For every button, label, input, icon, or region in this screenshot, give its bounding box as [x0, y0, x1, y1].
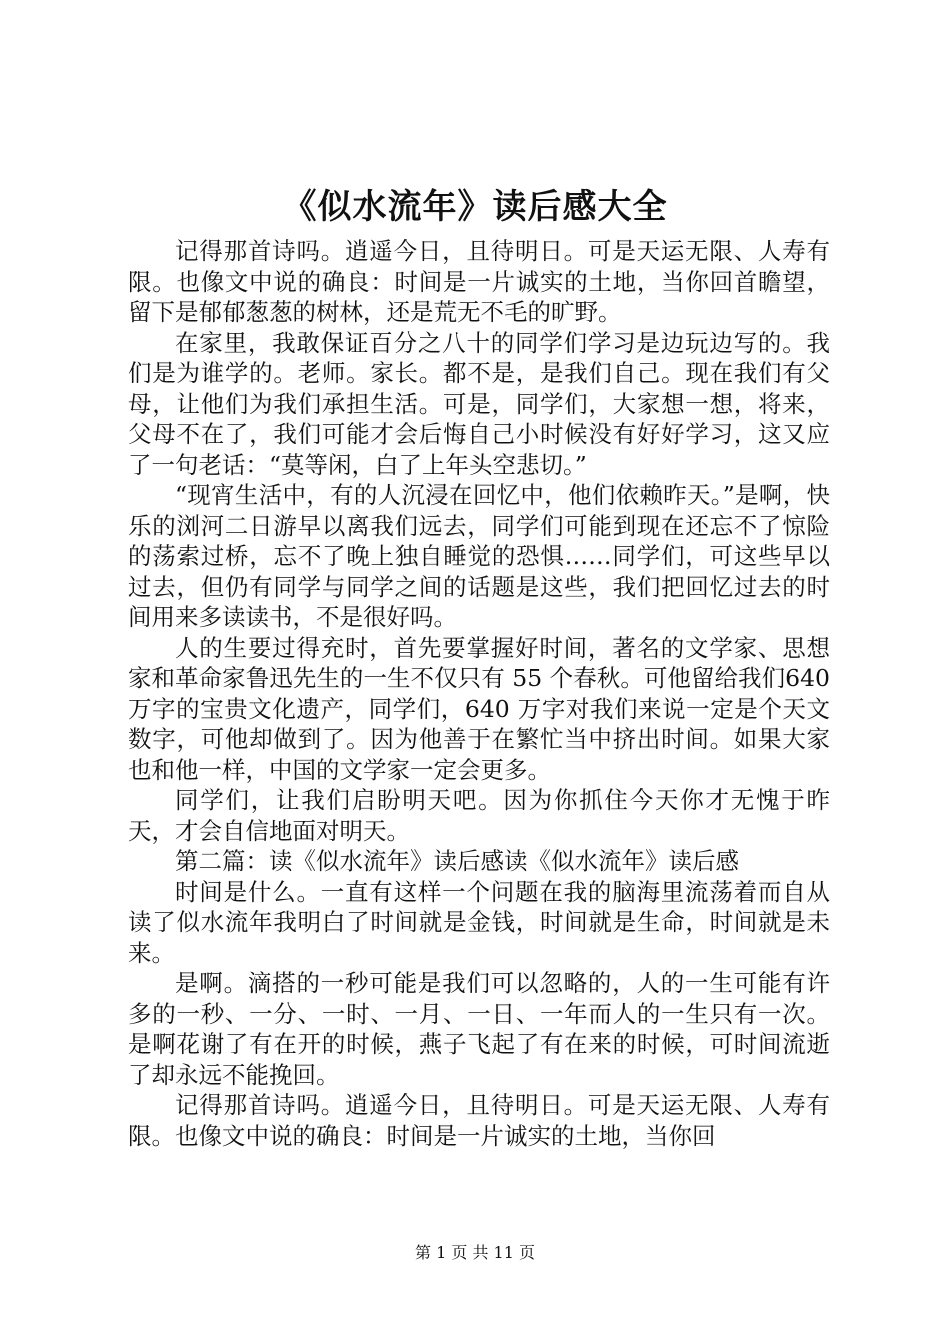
paragraph: 时间是什么。一直有这样一个问题在我的脑海里流荡着而自从读了似水流年我明白了时间就是金钱，时间就是生命，时间就是未来。 — [128, 877, 830, 967]
paragraph: 人的生要过得充时，首先要掌握好时间，著名的文学家、思想家和革命家鲁迅先生的一生不仅只有 55 个春秋。可他留给我们640 万字的宝贵文化遗产，同学们，640 万字对我们来说一定是个天文数字，可他却做到了。因为他善于在繁忙当中挤出时间。如果大家也和他一样，中国的文学家一定会更多。 — [128, 633, 830, 784]
document-title: 《似水流年》读后感大全 — [282, 187, 668, 227]
paragraph: “现宵生活中，有的人沉浸在回忆中，他们依赖昨天。”是啊，快乐的浏河二日游早以离我们远去，同学们可能到现在还忘不了惊险的荡索过桥，忘不了晚上独自睡觉的恐惧……同学们，可这些早以过去，但仍有同学与同学之间的话题是这些，我们把回忆过去的时间用来多读读书，不是很好吗。 — [128, 481, 830, 631]
paragraph: 记得那首诗吗。逍遥今日，且待明日。可是天运无限、人寿有限。也像文中说的确良：时间是一片诚实的土地，当你回首瞻望，留下是郁郁葱葱的树林，还是荒无不毛的旷野。 — [128, 237, 830, 326]
page-number-footer: 第 1 页 共 11 页 — [415, 1243, 535, 1262]
document-body — [128, 236, 830, 1151]
paragraph: 在家里，我敢保证百分之八十的同学们学习是边玩边写的。我们是为谁学的。老师。家长。都不是，是我们自己。现在我们有父母，让他们为我们承担生活。可是，同学们，大家想一想，将来，父母不在了，我们可能才会后悔自己小时候没有好好学习，这又应了一句老话：“莫等闲，白了上年头空悲切。” — [128, 328, 830, 479]
paragraph: 记得那首诗吗。逍遥今日，且待明日。可是天运无限、人寿有限。也像文中说的确良：时间是一片诚实的土地，当你回 — [128, 1091, 830, 1150]
paragraph: 同学们，让我们启盼明天吧。因为你抓住今天你才无愧于昨天，才会自信地面对明天。 — [128, 786, 830, 845]
paragraph: 是啊。滴搭的一秒可能是我们可以忽略的，人的一生可能有许多的一秒、一分、一时、一月、一日、一年而人的一生只有一次。是啊花谢了有在开的时候，燕子飞起了有在来的时候，可时间流逝了却永远不能挽回。 — [128, 969, 830, 1089]
section-heading: 第二篇：读《似水流年》读后感读《似水流年》读后感 — [175, 847, 739, 875]
